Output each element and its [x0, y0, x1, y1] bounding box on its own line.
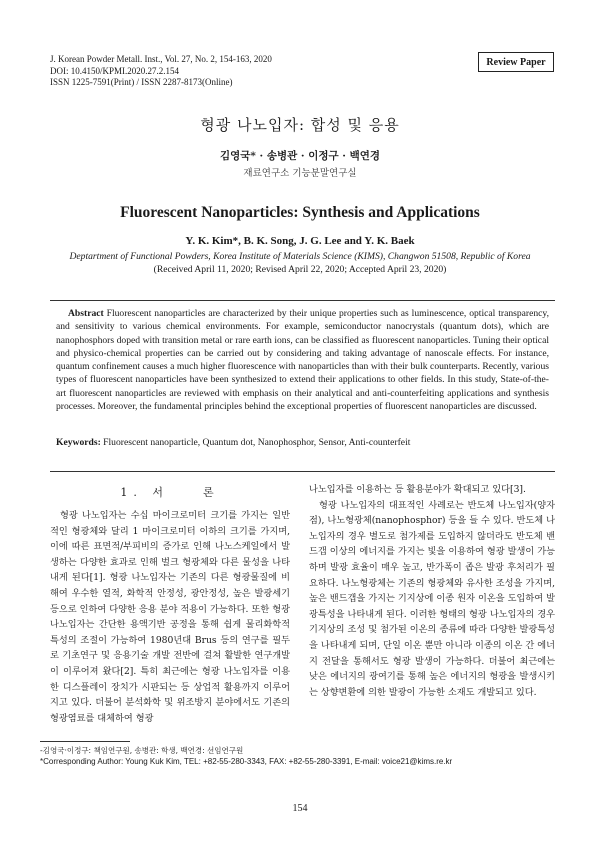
english-affiliation: Deptartment of Functional Powders, Korea Institute of Materials Science (KIMS), Changwon 51508, Republic of Korea: [69, 251, 531, 262]
abstract-label: Abstract: [68, 308, 104, 319]
abstract-text: Fluorescent nanoparticles are characterized by their unique properties such as luminescence, optical transparency, and sensitivity to various chemical environments. For example, semiconductor nanocrystals (quantum dots), which are nanophosphors doped with transition metal or rare earth ions, can be classified as fluorescent nanoparticles. Tuning their optical and physico-chemical properties can be carried out by considering and taking advantage of nanoscale effects. For instance, quantum confinement causes a much higher fluorescence with nanoparticles than with their bulk counterparts. Recently, various types of fluorescent nanoparticles have been synthesized to extend their applications to other fields. In this study, State-of-the-art fluorescent nanoparticles are reviewed with emphasis on their analytical and anti-counterfeiting applications and synthesis processes. Moreover, the fundamental principles behind the exceptional properties of fluorescent nanoparticles are discussed.: [56, 308, 549, 413]
body-paragraph: 형광 나노입자의 대표적인 사례로는 반도체 나노입자(양자점), 나노형광체(nanophosphor) 등을 들 수 있다. 반도체 나노입자의 경우 별도로 첨가제를 도입하지 않더라도 반도체 밴드갭 이상의 에너지를 가지는 빛을 이용하여 형광 발생이 가능하며 발광 효율이 매우 높고, 반가폭이 좁은 발광 후처리가 필요하다. 나노형광체는 기존의 형광체와 유사한 조성을 가지며, 높은 밴드갭을 가지는 기지상에 이종 원자 이온을 도입하여 발광특성을 나타내게 된다. 이러한 형태의 형광 나노입자의 경우 기지상의 조성 및 첨가된 이온의 종류에 따라 다양한 발광특성을 나타내게 되며, 단일 이온 뿐만 아니라 이종의 이온 간 에너지 전달을 통해서도 형광 발생이 가능하다. 더불어 최근에는 낮은 에너지의 광여기를 통해 높은 에너지의 형광을 발생시키는 상향변환에 의한 발광이 가능한 소재도 개발되고 있다.: [309, 499, 555, 698]
keywords: [56, 437, 549, 448]
abstract: [56, 307, 549, 413]
body-column-right: [309, 482, 555, 700]
body-column-left: [50, 508, 290, 726]
section-heading-introduction: 1. 서 론: [120, 486, 220, 499]
doi: DOI: 10.4150/KPMI.2020.27.2.154: [50, 65, 180, 76]
body-paragraph: 나노입자를 이용하는 등 활용분야가 확대되고 있다[3].: [309, 484, 526, 495]
keywords-text: Fluorescent nanoparticle, Quantum dot, Nanophosphor, Sensor, Anti-counterfeit: [103, 437, 411, 448]
abstract-box: [50, 300, 555, 472]
footnote-corresponding-author: *Corresponding Author: Young Kuk Kim, TEL: +82-55-280-3343, FAX: +82-55-280-3391, E-mail: voice21@kims.re.kr: [40, 757, 453, 766]
keywords-label: Keywords:: [56, 437, 101, 448]
korean-affiliation: 재료연구소 기능분말연구실: [243, 168, 357, 179]
journal-header: [50, 54, 272, 89]
footnote-authors: -김영국·이정구: 책임연구원, 송병관: 학생, 백연경: 선임연구원: [40, 746, 244, 755]
english-title: Fluorescent Nanoparticles: Synthesis and Applications: [120, 204, 480, 221]
journal-citation: J. Korean Powder Metall. Inst., Vol. 27, No. 2, 154-163, 2020: [50, 54, 272, 64]
korean-title: 형광 나노입자: 합성 및 응용: [200, 116, 400, 134]
received-dates: (Received April 11, 2020; Revised April 22, 2020; Accepted April 23, 2020): [153, 264, 447, 275]
body-paragraph: 형광 나노입자는 수십 마이크로미터 크기를 가지는 일반적인 형광체와 달리 1 마이크로미터 이하의 크기를 가지며, 이에 따른 표면적/부피비의 증가로 인해 나노스케일에서 발생하는 다양한 효과로 인해 벌크 형광체와 다른 물성을 나타내게 된다[1]. 형광 나노입자는 기존의 다른 형광물질에 비해여 우수한 열적, 화학적 안정성, 광안정성, 높은 발광세기 등으로 인하여 다양한 응용 분야 적용이 가능하다. 또한 형광 나노입자는 간단한 용액기반 공정을 통해 쉽게 물리화학적 특성의 조절이 가능하여 1980년대 Brus 등의 연구를 필두로 기초연구 및 응용기술 개발 전반에 걸쳐 활발한 연구개발이 이루어져 왔다[2]. 특히 최근에는 형광 나노입자를 이용한 디스플레이 장치가 시판되는 등 상업적 활용까지 이루어지고 있다. 더불어 분석화학 및 위조방지 분야에서도 기존의 형광염료를 대체하여 형광: [50, 510, 290, 724]
issn: ISSN 1225-7591(Print) / ISSN 2287-8173(Online): [50, 77, 233, 87]
review-paper-badge: Review Paper: [478, 52, 554, 72]
english-authors: Y. K. Kim*, B. K. Song, J. G. Lee and Y. K. Baek: [185, 235, 415, 247]
page-number: 154: [292, 803, 308, 814]
footnote-divider: [40, 741, 130, 742]
korean-authors: 김영국* · 송병관 · 이정구 · 백연경: [219, 150, 381, 162]
